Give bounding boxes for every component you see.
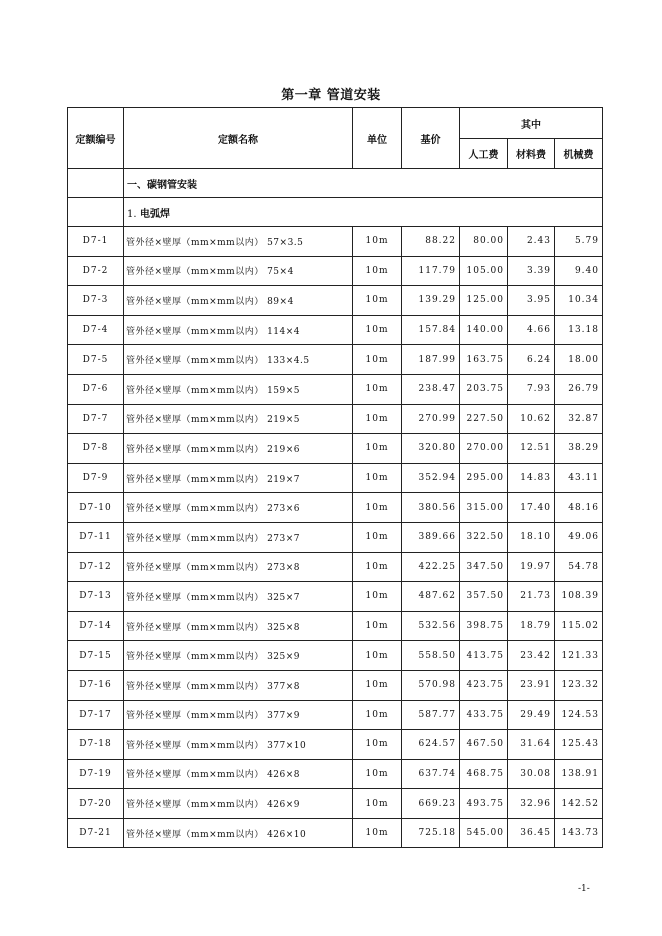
cell-name: 管外径×壁厚（mm×mm以内） 75×4 (124, 256, 353, 286)
cell-code: D7-3 (68, 286, 124, 316)
cell-labor: 125.00 (460, 286, 508, 316)
table-row (68, 345, 603, 375)
cell-material: 12.51 (508, 434, 555, 464)
cell-machine: 38.29 (555, 434, 603, 464)
cell-name: 管外径×壁厚（mm×mm以内） 426×10 (124, 818, 353, 848)
cell-name: 管外径×壁厚（mm×mm以内） 325×7 (124, 582, 353, 612)
section-code-cell (68, 169, 124, 198)
table-row (68, 582, 603, 612)
cell-material: 19.97 (508, 552, 555, 582)
table-row (68, 700, 603, 730)
cell-code: D7-9 (68, 463, 124, 493)
cell-base-price: 422.25 (402, 552, 460, 582)
cell-code: D7-16 (68, 670, 124, 700)
table-row (68, 641, 603, 671)
cell-machine: 10.34 (555, 286, 603, 316)
cell-material: 30.08 (508, 759, 555, 789)
cell-unit: 10m (353, 759, 402, 789)
cell-machine: 143.73 (555, 818, 603, 848)
cell-machine: 142.52 (555, 789, 603, 819)
cell-unit: 10m (353, 404, 402, 434)
cell-code: D7-10 (68, 493, 124, 523)
cell-material: 36.45 (508, 818, 555, 848)
header-base-price: 基价 (402, 108, 460, 169)
cell-labor: 413.75 (460, 641, 508, 671)
cell-labor: 468.75 (460, 759, 508, 789)
table-row (68, 404, 603, 434)
cell-unit: 10m (353, 286, 402, 316)
cell-material: 7.93 (508, 374, 555, 404)
cell-labor: 467.50 (460, 730, 508, 760)
cell-name: 管外径×壁厚（mm×mm以内） 273×7 (124, 522, 353, 552)
cell-machine: 26.79 (555, 374, 603, 404)
cell-labor: 315.00 (460, 493, 508, 523)
subsection-row (68, 198, 603, 227)
cell-material: 2.43 (508, 227, 555, 257)
cell-base-price: 187.99 (402, 345, 460, 375)
subsection-label (124, 198, 603, 227)
cell-labor: 398.75 (460, 611, 508, 641)
cell-unit: 10m (353, 700, 402, 730)
cell-labor: 295.00 (460, 463, 508, 493)
table-row (68, 315, 603, 345)
cell-material: 21.73 (508, 582, 555, 612)
cell-base-price: 389.66 (402, 522, 460, 552)
cell-code: D7-5 (68, 345, 124, 375)
cell-labor: 270.00 (460, 434, 508, 464)
cell-name: 管外径×壁厚（mm×mm以内） 219×7 (124, 463, 353, 493)
cell-unit: 10m (353, 789, 402, 819)
cell-unit: 10m (353, 256, 402, 286)
cell-labor: 433.75 (460, 700, 508, 730)
subsection-text: 电弧焊 (140, 208, 171, 220)
cell-base-price: 624.57 (402, 730, 460, 760)
cell-code: D7-19 (68, 759, 124, 789)
cell-base-price: 139.29 (402, 286, 460, 316)
cell-machine: 49.06 (555, 522, 603, 552)
cell-unit: 10m (353, 315, 402, 345)
cell-unit: 10m (353, 345, 402, 375)
cell-labor: 545.00 (460, 818, 508, 848)
cell-material: 29.49 (508, 700, 555, 730)
cell-material: 10.62 (508, 404, 555, 434)
cell-code: D7-11 (68, 522, 124, 552)
cell-material: 6.24 (508, 345, 555, 375)
page-title: 第一章 管道安装 (281, 88, 381, 103)
cell-machine: 108.39 (555, 582, 603, 612)
cell-labor: 163.75 (460, 345, 508, 375)
cell-base-price: 637.74 (402, 759, 460, 789)
cell-labor: 493.75 (460, 789, 508, 819)
cell-unit: 10m (353, 434, 402, 464)
cell-name: 管外径×壁厚（mm×mm以内） 426×8 (124, 759, 353, 789)
cell-code: D7-8 (68, 434, 124, 464)
cell-labor: 227.50 (460, 404, 508, 434)
cell-code: D7-6 (68, 374, 124, 404)
cell-machine: 32.87 (555, 404, 603, 434)
cell-labor: 203.75 (460, 374, 508, 404)
cell-machine: 124.53 (555, 700, 603, 730)
cell-labor: 80.00 (460, 227, 508, 257)
cell-name: 管外径×壁厚（mm×mm以内） 57×3.5 (124, 227, 353, 257)
cell-code: D7-20 (68, 789, 124, 819)
cell-base-price: 117.79 (402, 256, 460, 286)
cell-unit: 10m (353, 818, 402, 848)
cell-machine: 43.11 (555, 463, 603, 493)
page-number: -1- (578, 884, 590, 894)
cell-material: 4.66 (508, 315, 555, 345)
table-row (68, 286, 603, 316)
section-row (68, 169, 603, 198)
cell-material: 31.64 (508, 730, 555, 760)
subsection-code-cell (68, 198, 124, 227)
cell-name: 管外径×壁厚（mm×mm以内） 114×4 (124, 315, 353, 345)
cell-material: 14.83 (508, 463, 555, 493)
cell-machine: 48.16 (555, 493, 603, 523)
cell-material: 23.42 (508, 641, 555, 671)
cell-unit: 10m (353, 463, 402, 493)
cell-name: 管外径×壁厚（mm×mm以内） 325×9 (124, 641, 353, 671)
cell-code: D7-15 (68, 641, 124, 671)
cell-code: D7-13 (68, 582, 124, 612)
cell-base-price: 320.80 (402, 434, 460, 464)
cell-machine: 115.02 (555, 611, 603, 641)
cell-labor: 322.50 (460, 522, 508, 552)
cell-machine: 123.32 (555, 670, 603, 700)
cell-unit: 10m (353, 611, 402, 641)
cell-name: 管外径×壁厚（mm×mm以内） 159×5 (124, 374, 353, 404)
cell-machine: 5.79 (555, 227, 603, 257)
header-name: 定额名称 (124, 108, 353, 169)
table-row (68, 374, 603, 404)
table-row (68, 227, 603, 257)
cell-labor: 140.00 (460, 315, 508, 345)
header-labor: 人工费 (460, 139, 508, 169)
cell-machine: 54.78 (555, 552, 603, 582)
cell-base-price: 532.56 (402, 611, 460, 641)
cell-material: 17.40 (508, 493, 555, 523)
table-row (68, 759, 603, 789)
cell-base-price: 270.99 (402, 404, 460, 434)
header-material: 材料费 (508, 139, 555, 169)
cell-name: 管外径×壁厚（mm×mm以内） 89×4 (124, 286, 353, 316)
cell-code: D7-18 (68, 730, 124, 760)
cell-name: 管外径×壁厚（mm×mm以内） 133×4.5 (124, 345, 353, 375)
cell-base-price: 487.62 (402, 582, 460, 612)
cell-code: D7-2 (68, 256, 124, 286)
cell-code: D7-7 (68, 404, 124, 434)
cell-labor: 357.50 (460, 582, 508, 612)
cell-machine: 125.43 (555, 730, 603, 760)
cell-unit: 10m (353, 552, 402, 582)
cell-material: 3.95 (508, 286, 555, 316)
cell-base-price: 352.94 (402, 463, 460, 493)
cell-material: 18.10 (508, 522, 555, 552)
cell-name: 管外径×壁厚（mm×mm以内） 273×6 (124, 493, 353, 523)
cell-base-price: 558.50 (402, 641, 460, 671)
cell-unit: 10m (353, 493, 402, 523)
cell-machine: 9.40 (555, 256, 603, 286)
cell-code: D7-12 (68, 552, 124, 582)
cell-code: D7-1 (68, 227, 124, 257)
cell-name: 管外径×壁厚（mm×mm以内） 325×8 (124, 611, 353, 641)
cell-unit: 10m (353, 730, 402, 760)
cell-labor: 423.75 (460, 670, 508, 700)
table-row (68, 552, 603, 582)
cell-base-price: 587.77 (402, 700, 460, 730)
table-row (68, 670, 603, 700)
table-row (68, 818, 603, 848)
table-row (68, 789, 603, 819)
cell-code: D7-4 (68, 315, 124, 345)
table-row (68, 522, 603, 552)
header-code: 定额编号 (68, 108, 124, 169)
table-row (68, 611, 603, 641)
cell-base-price: 157.84 (402, 315, 460, 345)
table-row (68, 256, 603, 286)
cell-material: 23.91 (508, 670, 555, 700)
cell-machine: 18.00 (555, 345, 603, 375)
subsection-number: 1. (127, 208, 137, 220)
cell-name: 管外径×壁厚（mm×mm以内） 377×10 (124, 730, 353, 760)
cell-labor: 105.00 (460, 256, 508, 286)
cell-machine: 121.33 (555, 641, 603, 671)
table-row (68, 730, 603, 760)
cell-code: D7-21 (68, 818, 124, 848)
cell-code: D7-17 (68, 700, 124, 730)
cell-base-price: 380.56 (402, 493, 460, 523)
cell-base-price: 570.98 (402, 670, 460, 700)
quota-table (67, 107, 603, 848)
header-machine: 机械费 (555, 139, 603, 169)
cell-unit: 10m (353, 227, 402, 257)
cell-unit: 10m (353, 641, 402, 671)
cell-base-price: 88.22 (402, 227, 460, 257)
cell-unit: 10m (353, 374, 402, 404)
cell-unit: 10m (353, 582, 402, 612)
cell-material: 32.96 (508, 789, 555, 819)
header-unit: 单位 (353, 108, 402, 169)
cell-base-price: 725.18 (402, 818, 460, 848)
table-row (68, 493, 603, 523)
cell-material: 3.39 (508, 256, 555, 286)
cell-material: 18.79 (508, 611, 555, 641)
cell-name: 管外径×壁厚（mm×mm以内） 273×8 (124, 552, 353, 582)
cell-name: 管外径×壁厚（mm×mm以内） 377×8 (124, 670, 353, 700)
table-row (68, 434, 603, 464)
cell-unit: 10m (353, 522, 402, 552)
cell-name: 管外径×壁厚（mm×mm以内） 219×6 (124, 434, 353, 464)
cell-name: 管外径×壁厚（mm×mm以内） 219×5 (124, 404, 353, 434)
cell-base-price: 669.23 (402, 789, 460, 819)
header-group: 其中 (460, 108, 603, 139)
section-label: 一、碳钢管安装 (124, 169, 603, 198)
cell-labor: 347.50 (460, 552, 508, 582)
cell-machine: 138.91 (555, 759, 603, 789)
cell-code: D7-14 (68, 611, 124, 641)
cell-name: 管外径×壁厚（mm×mm以内） 377×9 (124, 700, 353, 730)
cell-base-price: 238.47 (402, 374, 460, 404)
table-row (68, 463, 603, 493)
cell-name: 管外径×壁厚（mm×mm以内） 426×9 (124, 789, 353, 819)
cell-machine: 13.18 (555, 315, 603, 345)
cell-unit: 10m (353, 670, 402, 700)
